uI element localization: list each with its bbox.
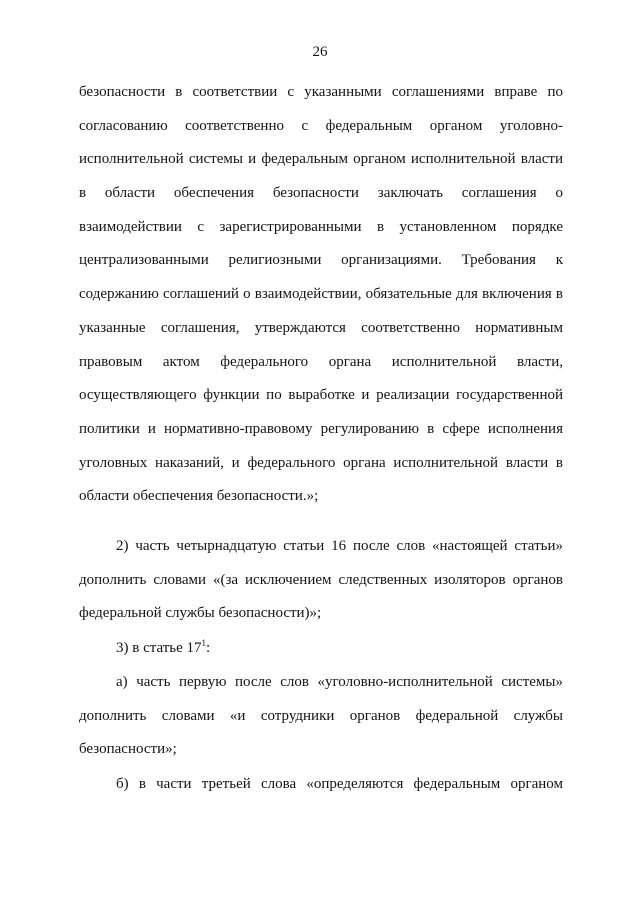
text-line: взаимодействии с зарегистрированными в установленном порядке — [79, 218, 563, 235]
superscript: 1 — [201, 638, 207, 648]
paragraph-5 — [79, 768, 563, 802]
text-line: исполнительной системы и федеральным органом исполнительной власти — [79, 151, 563, 168]
text-line: указанные соглашения, утверждаются соответственно нормативным — [79, 319, 563, 336]
text-line: а) часть первую после слов «уголовно-исполнительной системы» — [116, 674, 563, 690]
paragraph-1 — [79, 76, 563, 514]
text-line: дополнить словами «и сотрудники органов федеральной службы — [79, 707, 563, 724]
text-line: федеральной службы безопасности)»; — [79, 605, 322, 622]
text-line: правовым актом федерального органа исполнительной власти, — [79, 353, 563, 370]
paragraph-2 — [79, 530, 563, 631]
text-line: 2) часть четырнадцатую статьи 16 после слов «настоящей статьи» — [116, 538, 563, 554]
text-line: содержанию соглашений о взаимодействии, обязательные для включения в — [79, 286, 563, 303]
text-line: области обеспечения безопасности.»; — [79, 488, 319, 505]
text-line: согласованию соответственно с федеральным органом уголовно- — [79, 117, 563, 134]
text-line: безопасности»; — [79, 741, 177, 758]
text-line: политики и нормативно-правовому регулированию в сфере исполнения — [79, 420, 563, 437]
text-line: осуществляющего функции по выработке и реализации государственной — [79, 387, 563, 404]
text-line — [79, 632, 563, 666]
text-line: б) в части третьей слова «определяются федеральным органом — [116, 776, 563, 792]
text-line: централизованными религиозными организациями. Требования к — [79, 252, 563, 269]
text-line: в области обеспечения безопасности заключать соглашения о — [79, 185, 563, 202]
paragraph-4 — [79, 666, 563, 767]
text-line: безопасности в соответствии с указанными соглашениями вправе по — [79, 84, 563, 100]
paragraph-3 — [79, 632, 563, 666]
paragraph-3-text: 3) в статье 17 — [116, 640, 202, 656]
page-number: 26 — [312, 44, 328, 60]
text-line: дополнить словами «(за исключением следственных изоляторов органов — [79, 571, 563, 588]
paragraph-3-suffix: : — [206, 640, 211, 656]
text-line: уголовных наказаний, и федерального органа исполнительной власти в — [79, 454, 563, 471]
